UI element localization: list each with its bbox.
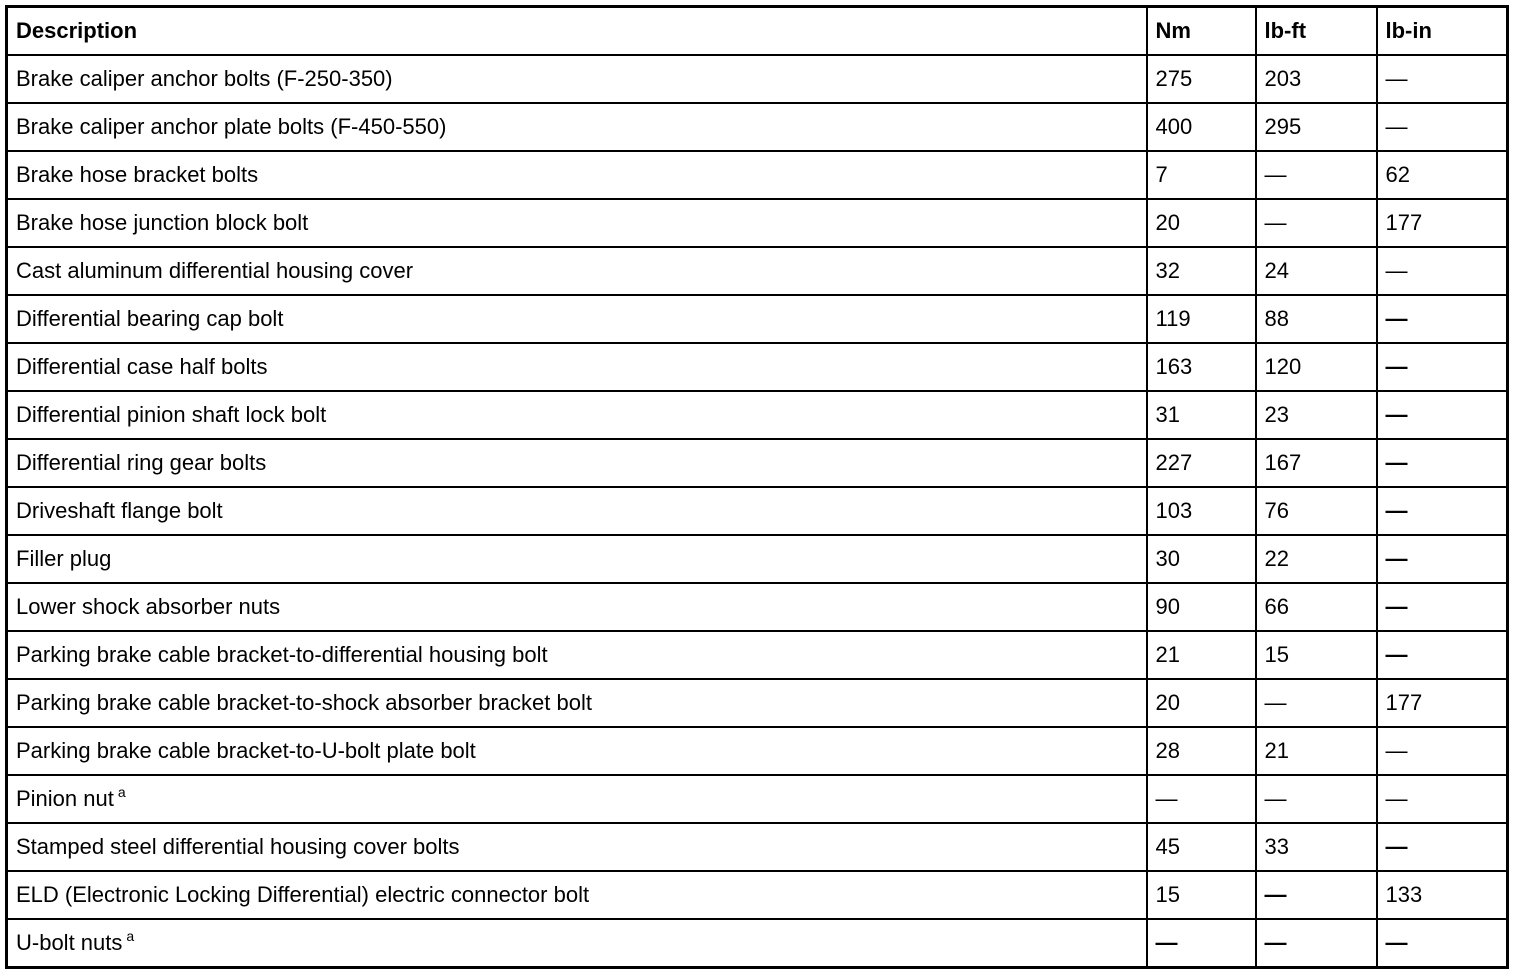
- nm-cell: 15: [1147, 871, 1256, 919]
- lb-ft-cell: 33: [1256, 823, 1377, 871]
- description-text: Brake hose bracket bolts: [16, 162, 259, 187]
- lb-in-cell: —: [1377, 535, 1508, 583]
- lb-ft-cell: —: [1256, 679, 1377, 727]
- lb-in-cell: —: [1377, 583, 1508, 631]
- description-cell: [7, 871, 1147, 919]
- table-row: [7, 199, 1508, 247]
- table-row: [7, 439, 1508, 487]
- nm-cell: 28: [1147, 727, 1256, 775]
- nm-cell: 400: [1147, 103, 1256, 151]
- lb-in-cell: —: [1377, 727, 1508, 775]
- table-row: [7, 535, 1508, 583]
- nm-cell: 275: [1147, 55, 1256, 103]
- header-lb-in: lb-in: [1377, 7, 1508, 56]
- header-lb-ft: lb-ft: [1256, 7, 1377, 56]
- header-nm: Nm: [1147, 7, 1256, 56]
- description-text: Differential ring gear bolts: [16, 450, 267, 475]
- description-cell: [7, 295, 1147, 343]
- description-text: U-bolt nuts: [16, 930, 123, 955]
- nm-cell: 119: [1147, 295, 1256, 343]
- description-cell: [7, 199, 1147, 247]
- lb-in-cell: —: [1377, 103, 1508, 151]
- footnote-marker: a: [117, 784, 126, 800]
- nm-cell: 31: [1147, 391, 1256, 439]
- table-row: [7, 631, 1508, 679]
- description-text: Stamped steel differential housing cover bolts: [16, 834, 460, 859]
- lb-in-cell: —: [1377, 343, 1508, 391]
- lb-ft-cell: —: [1256, 151, 1377, 199]
- description-cell: [7, 535, 1147, 583]
- nm-cell: 32: [1147, 247, 1256, 295]
- nm-cell: 90: [1147, 583, 1256, 631]
- nm-cell: 163: [1147, 343, 1256, 391]
- lb-ft-cell: 23: [1256, 391, 1377, 439]
- description-text: Brake hose junction block bolt: [16, 210, 309, 235]
- nm-cell: 7: [1147, 151, 1256, 199]
- nm-cell: 227: [1147, 439, 1256, 487]
- nm-cell: 20: [1147, 199, 1256, 247]
- lb-ft-cell: 15: [1256, 631, 1377, 679]
- lb-ft-cell: 21: [1256, 727, 1377, 775]
- lb-in-cell: 62: [1377, 151, 1508, 199]
- description-cell: [7, 55, 1147, 103]
- lb-in-cell: —: [1377, 823, 1508, 871]
- table-row: [7, 343, 1508, 391]
- description-text: Parking brake cable bracket-to-shock absorber bracket bolt: [16, 690, 592, 715]
- lb-ft-cell: 76: [1256, 487, 1377, 535]
- table-row: [7, 727, 1508, 775]
- description-cell: [7, 583, 1147, 631]
- lb-ft-cell: —: [1256, 199, 1377, 247]
- lb-in-cell: —: [1377, 487, 1508, 535]
- lb-ft-cell: 22: [1256, 535, 1377, 583]
- description-cell: [7, 151, 1147, 199]
- lb-ft-cell: 24: [1256, 247, 1377, 295]
- description-cell: [7, 343, 1147, 391]
- description-text: Parking brake cable bracket-to-U-bolt plate bolt: [16, 738, 476, 763]
- table-row: [7, 583, 1508, 631]
- lb-in-cell: —: [1377, 439, 1508, 487]
- lb-ft-cell: 295: [1256, 103, 1377, 151]
- nm-cell: 30: [1147, 535, 1256, 583]
- lb-in-cell: —: [1377, 247, 1508, 295]
- lb-in-cell: 133: [1377, 871, 1508, 919]
- description-text: Differential bearing cap bolt: [16, 306, 284, 331]
- header-row: [7, 7, 1508, 56]
- description-cell: [7, 391, 1147, 439]
- description-text: Filler plug: [16, 546, 112, 571]
- lb-ft-cell: 167: [1256, 439, 1377, 487]
- table-row: [7, 391, 1508, 439]
- description-cell: [7, 775, 1147, 823]
- lb-in-cell: —: [1377, 295, 1508, 343]
- lb-in-cell: 177: [1377, 199, 1508, 247]
- nm-cell: 21: [1147, 631, 1256, 679]
- description-cell: [7, 823, 1147, 871]
- description-cell: [7, 727, 1147, 775]
- torque-spec-table: [5, 5, 1509, 969]
- description-text: Lower shock absorber nuts: [16, 594, 281, 619]
- header-description: Description: [7, 7, 1147, 56]
- lb-in-cell: —: [1377, 775, 1508, 823]
- description-text: Driveshaft flange bolt: [16, 498, 223, 523]
- lb-in-cell: —: [1377, 631, 1508, 679]
- description-cell: [7, 919, 1147, 968]
- table-row: [7, 871, 1508, 919]
- nm-cell: —: [1147, 775, 1256, 823]
- lb-ft-cell: —: [1256, 775, 1377, 823]
- description-text: Cast aluminum differential housing cover: [16, 258, 414, 283]
- lb-ft-cell: —: [1256, 919, 1377, 968]
- table-row: [7, 823, 1508, 871]
- table-row: [7, 247, 1508, 295]
- footnote-marker: a: [126, 928, 135, 944]
- lb-ft-cell: 203: [1256, 55, 1377, 103]
- nm-cell: 45: [1147, 823, 1256, 871]
- description-cell: [7, 487, 1147, 535]
- nm-cell: —: [1147, 919, 1256, 968]
- description-text: Differential pinion shaft lock bolt: [16, 402, 327, 427]
- description-cell: [7, 439, 1147, 487]
- table-row: [7, 487, 1508, 535]
- table-row: [7, 151, 1508, 199]
- description-text: Brake caliper anchor plate bolts (F-450-550): [16, 114, 447, 139]
- lb-ft-cell: 88: [1256, 295, 1377, 343]
- lb-in-cell: 177: [1377, 679, 1508, 727]
- table-row: [7, 679, 1508, 727]
- table-row: [7, 775, 1508, 823]
- description-cell: [7, 247, 1147, 295]
- table-row: [7, 103, 1508, 151]
- description-cell: [7, 103, 1147, 151]
- description-text: Differential case half bolts: [16, 354, 268, 379]
- lb-in-cell: —: [1377, 919, 1508, 968]
- table-body: [7, 55, 1508, 968]
- lb-in-cell: —: [1377, 391, 1508, 439]
- table-row: [7, 55, 1508, 103]
- description-text: ELD (Electronic Locking Differential) electric connector bolt: [16, 882, 590, 907]
- description-cell: [7, 631, 1147, 679]
- lb-ft-cell: 120: [1256, 343, 1377, 391]
- nm-cell: 103: [1147, 487, 1256, 535]
- lb-ft-cell: —: [1256, 871, 1377, 919]
- description-text: Pinion nut: [16, 786, 114, 811]
- lb-ft-cell: 66: [1256, 583, 1377, 631]
- table-row: [7, 919, 1508, 968]
- description-cell: [7, 679, 1147, 727]
- table-row: [7, 295, 1508, 343]
- nm-cell: 20: [1147, 679, 1256, 727]
- description-text: Parking brake cable bracket-to-differential housing bolt: [16, 642, 548, 667]
- description-text: Brake caliper anchor bolts (F-250-350): [16, 66, 393, 91]
- lb-in-cell: —: [1377, 55, 1508, 103]
